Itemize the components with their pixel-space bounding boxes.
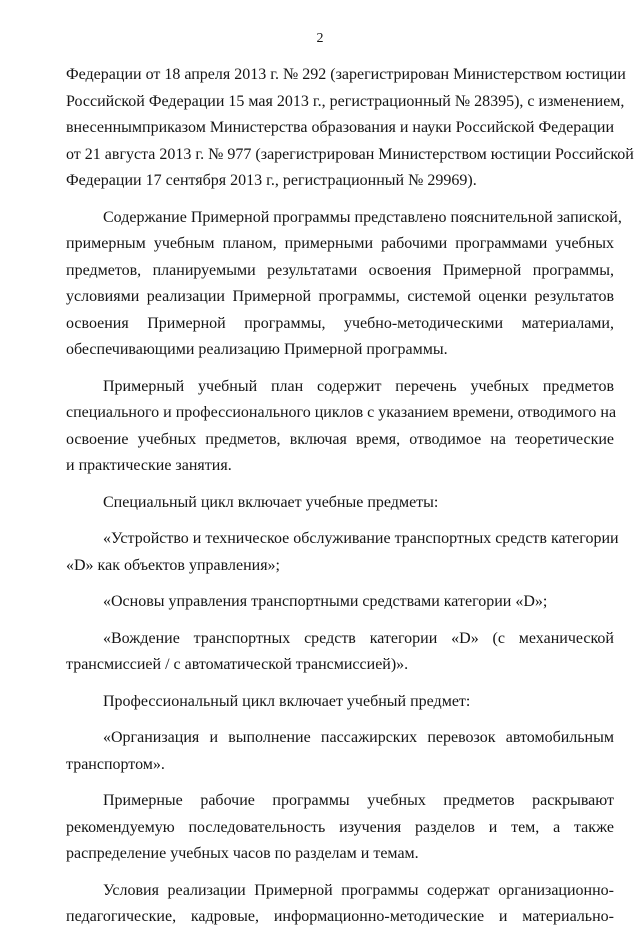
text-line: Профессиональный цикл включает учебный предмет: [103, 692, 471, 710]
page-number: 2 [316, 31, 324, 46]
paragraph-subject-passenger-transport [66, 725, 614, 778]
text-line: примерным учебным планом, примерными рабочими программами учебных [66, 235, 614, 252]
text-line: Специальный цикл включает учебные предметы: [103, 493, 439, 511]
text-line: условиями реализации Примерной программы, системой оценки результатов [66, 288, 614, 305]
paragraph-subject-driving-basics [66, 589, 614, 616]
text-line: транспортом». [66, 755, 165, 773]
paragraph-curriculum [66, 374, 617, 480]
text-line: Федерации 17 сентября 2013 г., регистрационный № 29969). [66, 172, 477, 189]
paragraph-implementation-conditions [66, 878, 614, 931]
text-line: и практические занятия. [66, 457, 232, 474]
text-line: «Основы управления транспортными средствами категории «D»; [103, 593, 548, 610]
text-line: педагогические, кадровые, информационно-методические и материально- [66, 908, 614, 925]
text-line: «Организация и выполнение пассажирских перевозок автомобильным [103, 729, 614, 746]
text-line: Российской Федерации 15 мая 2013 г., регистрационный № 28395), с изменением, [66, 92, 625, 110]
text-line: специального и профессионального циклов с указанием времени, отводимого на [66, 404, 617, 421]
text-line: «Устройство и техническое обслуживание транспортных средств категории [103, 530, 619, 547]
text-line: трансмиссией / с автоматической трансмиссией)». [66, 656, 409, 673]
document-body [66, 62, 634, 931]
text-line: предметов, планируемыми результатами освоения Примерной программы, [66, 261, 614, 279]
paragraph-professional-cycle [66, 689, 614, 716]
text-line: «D» как объектов управления»; [66, 556, 280, 574]
text-line: внесеннымприказом Министерства образования и науки Российской Федерации [66, 119, 615, 136]
paragraph-continuation [66, 62, 634, 195]
text-line: «Вождение транспортных средств категории «D» (с механической [103, 629, 614, 647]
paragraph-work-programs [66, 788, 614, 868]
paragraph-subject-driving [66, 626, 614, 679]
text-line: распределение учебных часов по разделам и темам. [66, 845, 419, 862]
text-line: Условия реализации Примерной программы содержат организационно- [103, 881, 614, 899]
text-line: рекомендуемую последовательность изучения разделов и тем, а также [66, 818, 614, 836]
text-line: Содержание Примерной программы представлено пояснительной запиской, [103, 208, 622, 226]
paragraph-program-content [66, 205, 622, 364]
text-line: Примерные рабочие программы учебных предметов раскрывают [103, 792, 614, 809]
text-line: освоение учебных предметов, включая время, отводимое на теоретические [66, 430, 614, 448]
text-line: от 21 августа 2013 г. № 977 (зарегистрирован Министерством юстиции Российской [66, 145, 634, 163]
text-line: обеспечивающими реализацию Примерной программы. [66, 341, 448, 358]
text-line: Примерный учебный план содержит перечень учебных предметов [103, 377, 614, 395]
paragraph-special-cycle [66, 490, 614, 517]
text-line: освоения Примерной программы, учебно-методическими материалами, [66, 314, 614, 332]
paragraph-subject-vehicle-design [66, 526, 619, 579]
text-line: Федерации от 18 апреля 2013 г. № 292 (зарегистрирован Министерством юстиции [66, 66, 626, 83]
